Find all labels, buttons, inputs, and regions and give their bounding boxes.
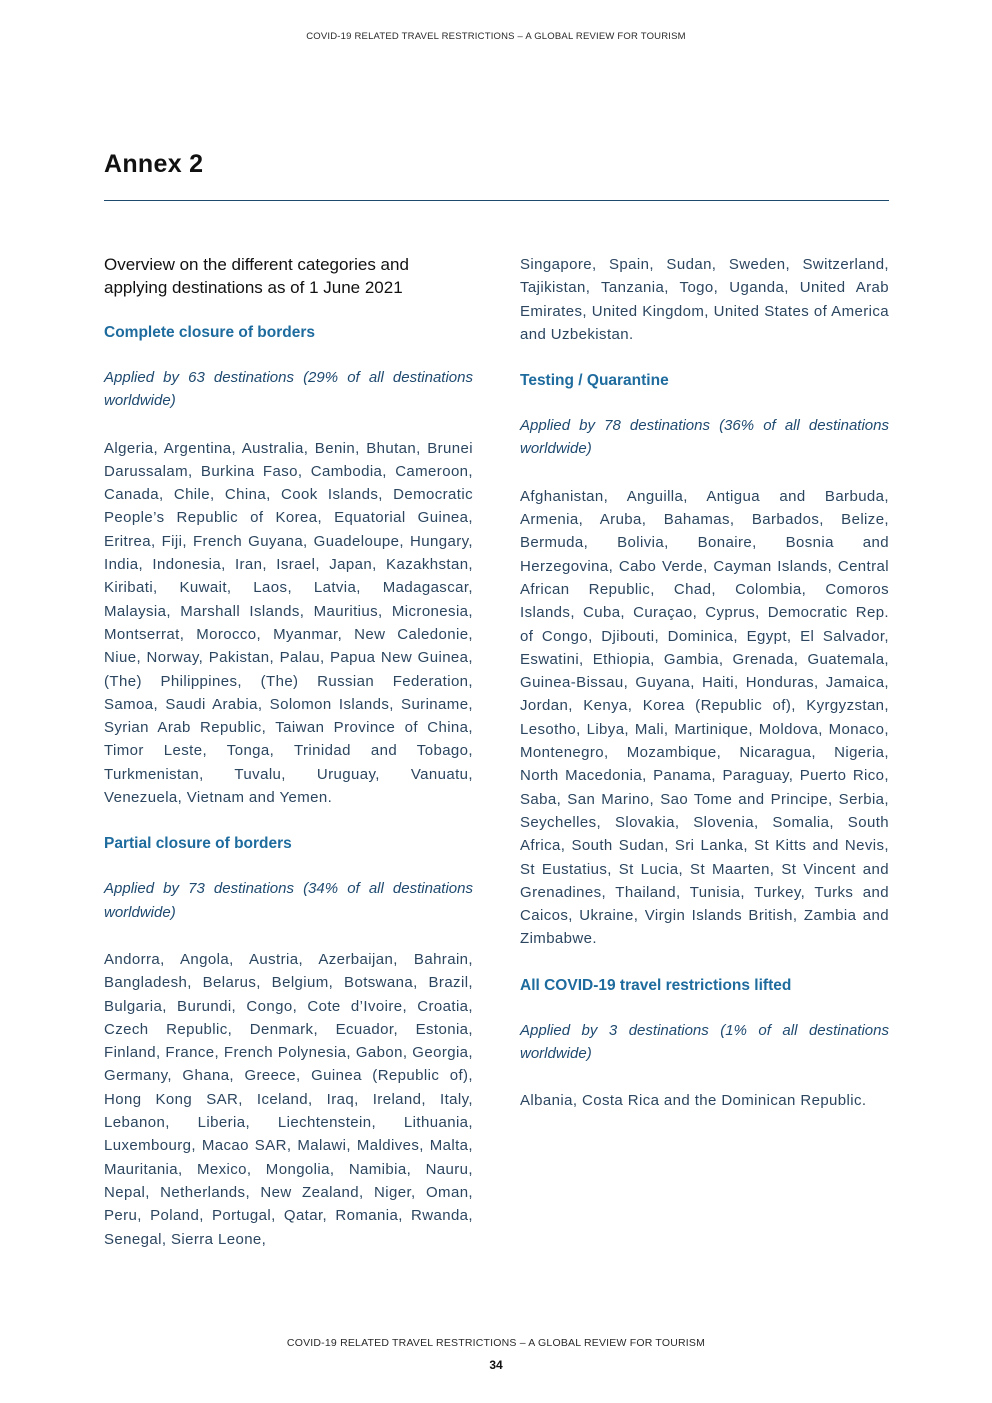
restrictions-lifted-applied: Applied by 3 destinations (1% of all destinations worldwide): [520, 1021, 889, 1063]
left-column: [104, 253, 473, 1274]
partial-closure-countries: Andorra, Angola, Austria, Azerbaijan, Bahrain, Bangladesh, Belarus, Belgium, Botswana, Brazil, Bulgaria, Burundi, Congo, Cote d’Ivoire, Croatia, Czech Republic, Denmark, Ecuador, Estonia, Finland, France, French Polynesia, Gabon, Georgia, Germany, Ghana, Greece, Guinea (Republic of), Hong Kong SAR, Iceland, Iraq, Ireland, Italy, Lebanon, Liberia, Liechtenstein, Lithuania, Luxembourg, Macao SAR, Malawi, Maldives, Malta, Mauritania, Mexico, Mongolia, Namibia, Nauru, Nepal, Netherlands, New Zealand, Niger, Oman, Peru, Poland, Portugal, Qatar, Romania, Rwanda, Senegal, Sierra Leone,: [104, 950, 473, 1248]
title-divider: [104, 200, 889, 201]
overview-heading: Overview on the different categories and applying destinations as of 1 June 2021: [104, 255, 409, 297]
complete-closure-heading: Complete closure of borders: [104, 324, 316, 341]
restrictions-lifted-countries: Albania, Costa Rica and the Dominican Republic.: [520, 1092, 867, 1110]
running-footer: COVID-19 RELATED TRAVEL RESTRICTIONS – A GLOBAL REVIEW FOR TOURISM: [286, 1337, 706, 1349]
page-number: 34: [489, 1358, 503, 1372]
testing-quarantine-applied: Applied by 78 destinations (36% of all destinations worldwide): [520, 417, 889, 458]
running-header: COVID-19 RELATED TRAVEL RESTRICTIONS – A GLOBAL REVIEW FOR TOURISM: [306, 31, 686, 42]
complete-closure-countries: Algeria, Argentina, Australia, Benin, Bhutan, Brunei Darussalam, Burkina Faso, Cambodia, Cameroon, Canada, Chile, China, Cook Islands, Democratic People’s Republic of Korea, Equatorial Guinea, Eritrea, Fiji, French Guyana, Guadeloupe, Hungary, India, Indonesia, Iran, Israel, Japan, Kazakhstan, Kiribati, Kuwait, Laos, Latvia, Madagascar, Malaysia, Marshall Islands, Mauritius, Micronesia, Montserrat, Morocco, Myanmar, New Caledonie, Niue, Norway, Pakistan, Palau, Papua New Guinea, (The) Philippines, (The) Russian Federation, Samoa, Saudi Arabia, Solomon Islands, Suriname, Syrian Arab Republic, Taiwan Province of China, Timor Leste, Tonga, Trinidad and Tobago, Turkmenistan, Tuvalu, Uruguay, Vanuatu, Venezuela, Vietnam and Yemen.: [104, 439, 473, 807]
partial-closure-applied: Applied by 73 destinations (34% of all destinations worldwide): [104, 880, 473, 921]
right-column: [520, 253, 889, 1136]
restrictions-lifted-heading: All COVID-19 travel restrictions lifted: [520, 976, 792, 994]
complete-closure-applied: Applied by 63 destinations (29% of all destinations worldwide): [104, 369, 473, 410]
testing-quarantine-heading: Testing / Quarantine: [520, 372, 669, 390]
testing-quarantine-countries: Afghanistan, Anguilla, Antigua and Barbuda, Armenia, Aruba, Bahamas, Barbados, Belize, Bermuda, Bolivia, Bonaire, Bosnia and Herzegovina, Cabo Verde, Cayman Islands, Central African Republic, Chad, Colombia, Comoros Islands, Cuba, Curaçao, Cyprus, Democratic Rep. of Congo, Djibouti, Dominica, Egypt, El Salvador, Eswatini, Ethiopia, Gambia, Grenada, Guatemala, Guinea-Bissau, Guyana, Haiti, Honduras, Jamaica, Jordan, Kenya, Korea (Republic of), Kyrgyzstan, Lesotho, Libya, Mali, Martinique, Moldova, Monaco, Montenegro, Mozambique, Nicaragua, Nigeria, North Macedonia, Panama, Paraguay, Puerto Rico, Saba, San Marino, Sao Tome and Principe, Serbia, Seychelles, Slovakia, Slovenia, Somalia, South Africa, South Sudan, Sri Lanka, St Kitts and Nevis, St Eustatius, St Lucia, St Maarten, St Vincent and Grenadines, Thailand, Tunisia, Turkey, Turks and Caicos, Ukraine, Virgin Islands British, Zambia and Zimbabwe.: [520, 487, 889, 948]
partial-closure-countries-continued: Singapore, Spain, Sudan, Sweden, Switzerland, Tajikistan, Tanzania, Togo, Uganda, United Arab Emirates, United Kingdom, United States of America and Uzbekistan.: [520, 256, 889, 343]
page-title: Annex 2: [104, 150, 204, 178]
partial-closure-heading: Partial closure of borders: [104, 835, 292, 853]
